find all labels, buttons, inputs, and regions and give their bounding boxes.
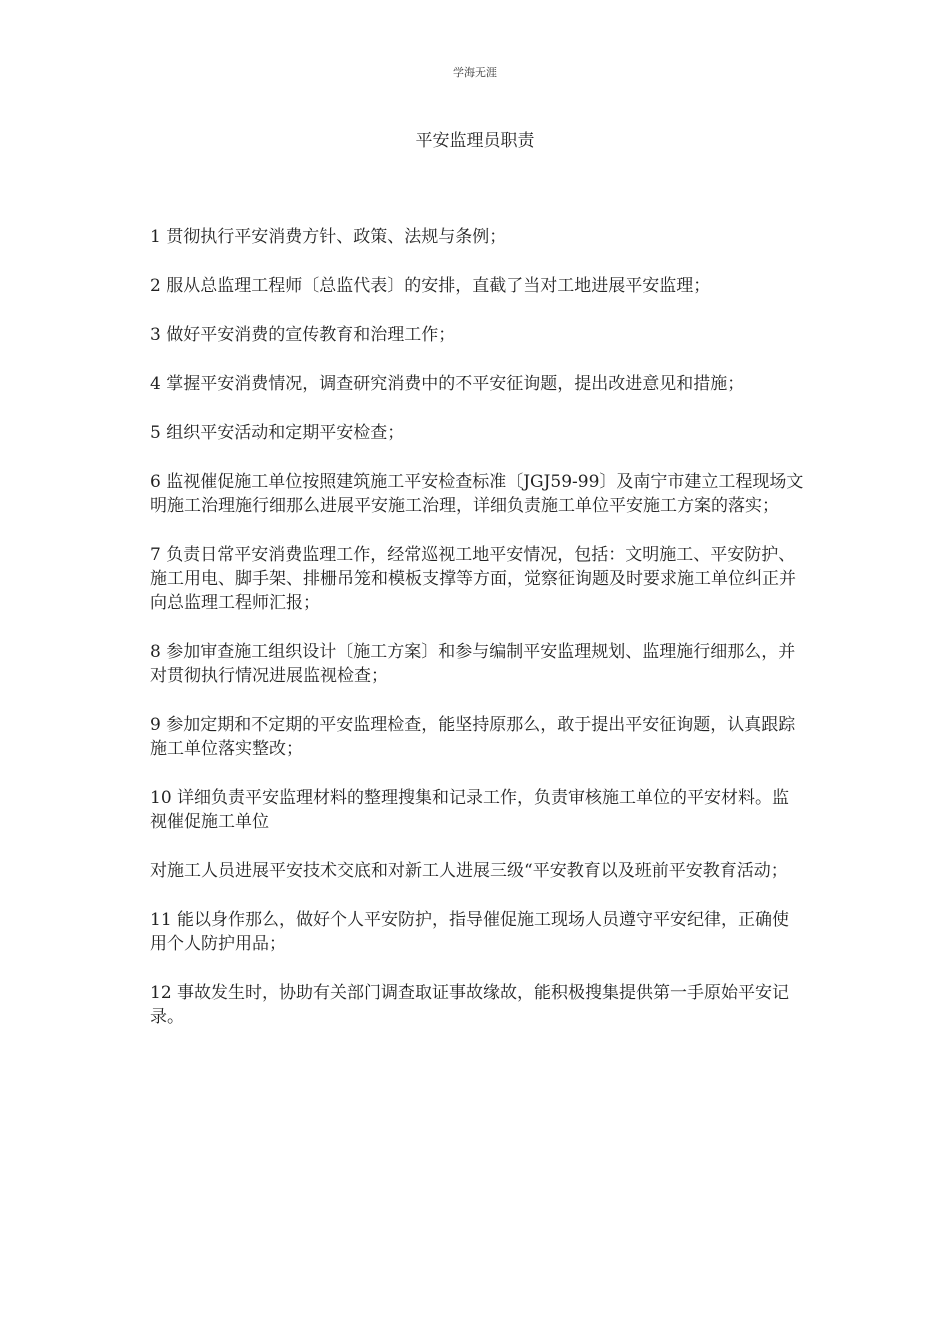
duty-item-11: 11 能以身作那么，做好个人平安防护，指导催促施工现场人员遵守平安纪律，正确使用个人防护用品； bbox=[150, 910, 790, 954]
duty-item-6: 6 监视催促施工单位按照建筑施工平安检查标准〔JGJ59-99〕及南宁市建立工程现场文明施工治理施行细那么进展平安施工治理，详细负责施工单位平安施工方案的落实； bbox=[150, 472, 804, 516]
duty-item-1: 1 贯彻执行平安消费方针、政策、法规与条例； bbox=[150, 227, 507, 247]
document-body bbox=[150, 225, 805, 1054]
duty-item-10-continued: 对施工人员进展平安技术交底和对新工人进展三级“平安教育以及班前平安教育活动； bbox=[150, 861, 788, 881]
document-title: 平安监理员职责 bbox=[415, 131, 535, 151]
duty-item-9: 9 参加定期和不定期的平安监理检查，能坚持原那么，敢于提出平安征询题，认真跟踪施工单位落实整改； bbox=[150, 715, 796, 759]
duty-item-2: 2 服从总监理工程师〔总监代表〕的安排，直截了当对工地进展平安监理； bbox=[150, 276, 711, 296]
duty-item-7: 7 负责日常平安消费监理工作，经常巡视工地平安情况，包括：文明施工、平安防护、施工用电、脚手架、排栅吊笼和模板支撑等方面，觉察征询题及时要求施工单位纠正并向总监理工程师汇报； bbox=[150, 545, 796, 613]
page-header: 学海无涯 bbox=[453, 66, 497, 79]
duty-item-3: 3 做好平安消费的宣传教育和治理工作； bbox=[150, 325, 456, 345]
duty-item-10: 10 详细负责平安监理材料的整理搜集和记录工作，负责审核施工单位的平安材料。监视催促施工单位 bbox=[150, 788, 790, 832]
duty-item-8: 8 参加审查施工组织设计〔施工方案〕和参与编制平安监理规划、监理施行细那么，并对贯彻执行情况进展监视检查； bbox=[150, 642, 796, 686]
duty-item-5: 5 组织平安活动和定期平安检查； bbox=[150, 423, 405, 443]
duty-item-12: 12 事故发生时，协助有关部门调查取证事故缘故，能积极搜集提供第一手原始平安记录。 bbox=[150, 983, 790, 1027]
duty-item-4: 4 掌握平安消费情况，调查研究消费中的不平安征询题，提出改进意见和措施； bbox=[150, 374, 745, 394]
